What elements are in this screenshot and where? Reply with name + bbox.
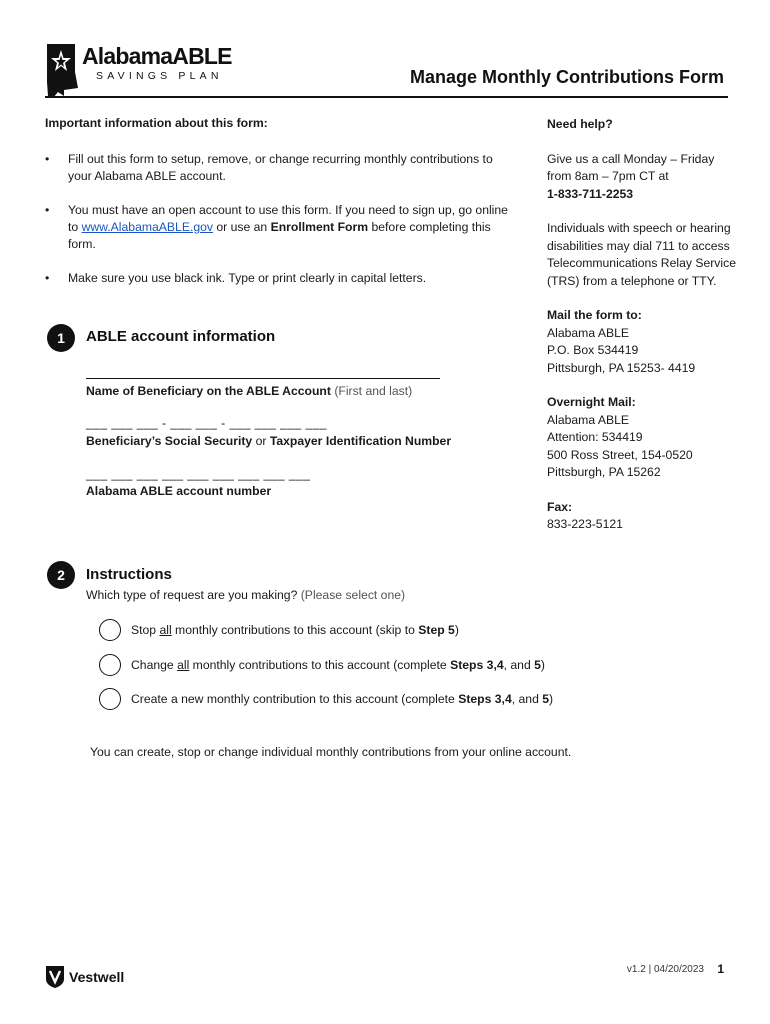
overnight-line-3: 500 Ross Street, 154-0520 [547, 447, 693, 462]
help-heading-block [547, 116, 737, 134]
bullet2-text-end: before completing this form. [68, 220, 491, 251]
request-type-hint: (Please select one) [300, 588, 406, 602]
bullet2-text-start: You must have an open account to use this form. If you need to sign up, go online to [68, 203, 508, 234]
ssn-tin-label [86, 434, 451, 448]
opt2-text-b: monthly contributions to this account (complete [189, 658, 451, 672]
form-title: Manage Monthly Contributions Form [410, 67, 724, 87]
version-date: v1.2 | 04/20/2023 [626, 964, 704, 975]
vestwell-logo [45, 965, 124, 989]
opt3-text-c: , and [511, 692, 543, 706]
help-sidebar [547, 116, 737, 551]
radio-create-new[interactable] [99, 688, 121, 710]
opt1-text-b: monthly contributions to this account (skip to [171, 623, 419, 637]
vestwell-brand-text: Vestwell [69, 969, 125, 985]
option-create-new[interactable] [99, 688, 553, 710]
opt3-steps: Steps 3,4 [458, 692, 512, 706]
fax-block [547, 499, 737, 534]
option-change-all[interactable] [99, 654, 545, 676]
bullet2-text-mid: or use an [212, 220, 271, 234]
mail-line-3: Pittsburgh, PA 15253- 4419 [547, 360, 696, 375]
overnight-heading: Overnight Mail: [547, 395, 636, 409]
important-info-heading: Important information about this form: [45, 116, 268, 130]
alabama-state-icon [44, 42, 80, 100]
mail-heading: Mail the form to: [547, 308, 642, 322]
account-number-field[interactable]: ___ ___ ___ ___ ___ ___ ___ ___ ___ [86, 467, 311, 481]
opt3-text-d: ) [549, 692, 554, 706]
opt2-text-a: Change [131, 658, 178, 672]
mail-line-1: Alabama ABLE [547, 325, 629, 340]
option-stop-all-label [131, 623, 459, 637]
radio-change-all[interactable] [99, 654, 121, 676]
beneficiary-name-label [86, 384, 412, 398]
overnight-line-2: Attention: 534419 [547, 430, 643, 444]
info-bullet-2 [45, 202, 515, 253]
logo-subtitle: SAVINGS PLAN [96, 70, 223, 82]
overnight-line-4: Pittsburgh, PA 15262 [547, 465, 661, 479]
opt2-underlined: all [177, 658, 190, 672]
beneficiary-name-field[interactable] [86, 378, 440, 379]
opt1-underlined: all [159, 623, 172, 637]
opt2-text-d: ) [540, 658, 545, 672]
alabama-able-website-link[interactable]: www.AlabamaABLE.gov [81, 220, 213, 234]
opt2-text-c: , and [503, 658, 535, 672]
logo-brand-text: AlabamaABLE [82, 43, 232, 69]
enrollment-form-text: Enrollment Form [270, 220, 369, 234]
online-account-note: You can create, stop or change individual monthly contributions from your online account. [90, 745, 572, 759]
opt1-text-c: ) [454, 623, 459, 637]
info-bullet-1: • Fill out this form to setup, remove, or change recurring monthly contributions to your Alabama ABLE account. [45, 151, 515, 185]
call-text: Give us a call Monday – Friday from 8am – 7pm CT at [547, 151, 715, 183]
account-number-label: Alabama ABLE account number [86, 484, 272, 498]
option-create-new-label [131, 692, 553, 706]
vestwell-shield-icon [45, 965, 65, 989]
opt3-text-a: Create a new monthly contribution to this account (complete [131, 692, 459, 706]
overnight-line-1: Alabama ABLE [547, 412, 629, 427]
opt2-step-5: 5 [534, 658, 541, 672]
page-number: 1 [717, 962, 724, 976]
ssn-label-text: Beneficiary’s Social Security [86, 434, 253, 448]
beneficiary-name-label-text: Name of Beneficiary on the ABLE Account [86, 384, 331, 398]
opt2-steps: Steps 3,4 [450, 658, 504, 672]
opt1-step: Step 5 [418, 623, 455, 637]
radio-stop-all[interactable] [99, 619, 121, 641]
beneficiary-name-hint: (First and last) [334, 384, 413, 398]
section-1-badge: 1 [47, 324, 75, 352]
request-type-question [86, 588, 405, 602]
option-stop-all[interactable] [99, 619, 459, 641]
opt3-step-5: 5 [542, 692, 550, 706]
request-type-question-text: Which type of request are you making? [86, 588, 298, 602]
important-info [45, 116, 515, 304]
info-bullet-list [45, 151, 515, 287]
phone-number: 1-833-711-2253 [547, 186, 634, 201]
ssn-tin-field[interactable]: ___ ___ ___ - ___ ___ - ___ ___ ___ ___ [86, 416, 328, 430]
call-block [547, 151, 737, 204]
fax-number: 833-223-5121 [547, 517, 623, 531]
section-1-title: ABLE account information [86, 328, 276, 345]
alabama-able-logo [44, 40, 234, 98]
opt1-text-a: Stop [131, 623, 160, 637]
overnight-block [547, 394, 737, 482]
info-bullet-3: • Make sure you use black ink. Type or print clearly in capital letters. [45, 270, 515, 287]
mail-line-2: P.O. Box 534419 [547, 343, 639, 357]
tin-label-text: Taxpayer Identification Number [269, 434, 452, 448]
option-change-all-label [131, 658, 545, 672]
ssn-label-or: or [252, 434, 270, 448]
fax-heading: Fax: [547, 499, 573, 514]
title-divider [45, 96, 728, 98]
section-2-badge: 2 [47, 561, 75, 589]
trs-text: Individuals with speech or hearing disabilities may dial 711 to access Telecommunications Relay Service (TRS) from a telephone or TTY. [547, 221, 736, 288]
section-2-title: Instructions [86, 566, 172, 583]
help-heading: Need help? [547, 117, 613, 131]
mail-block [547, 307, 737, 377]
